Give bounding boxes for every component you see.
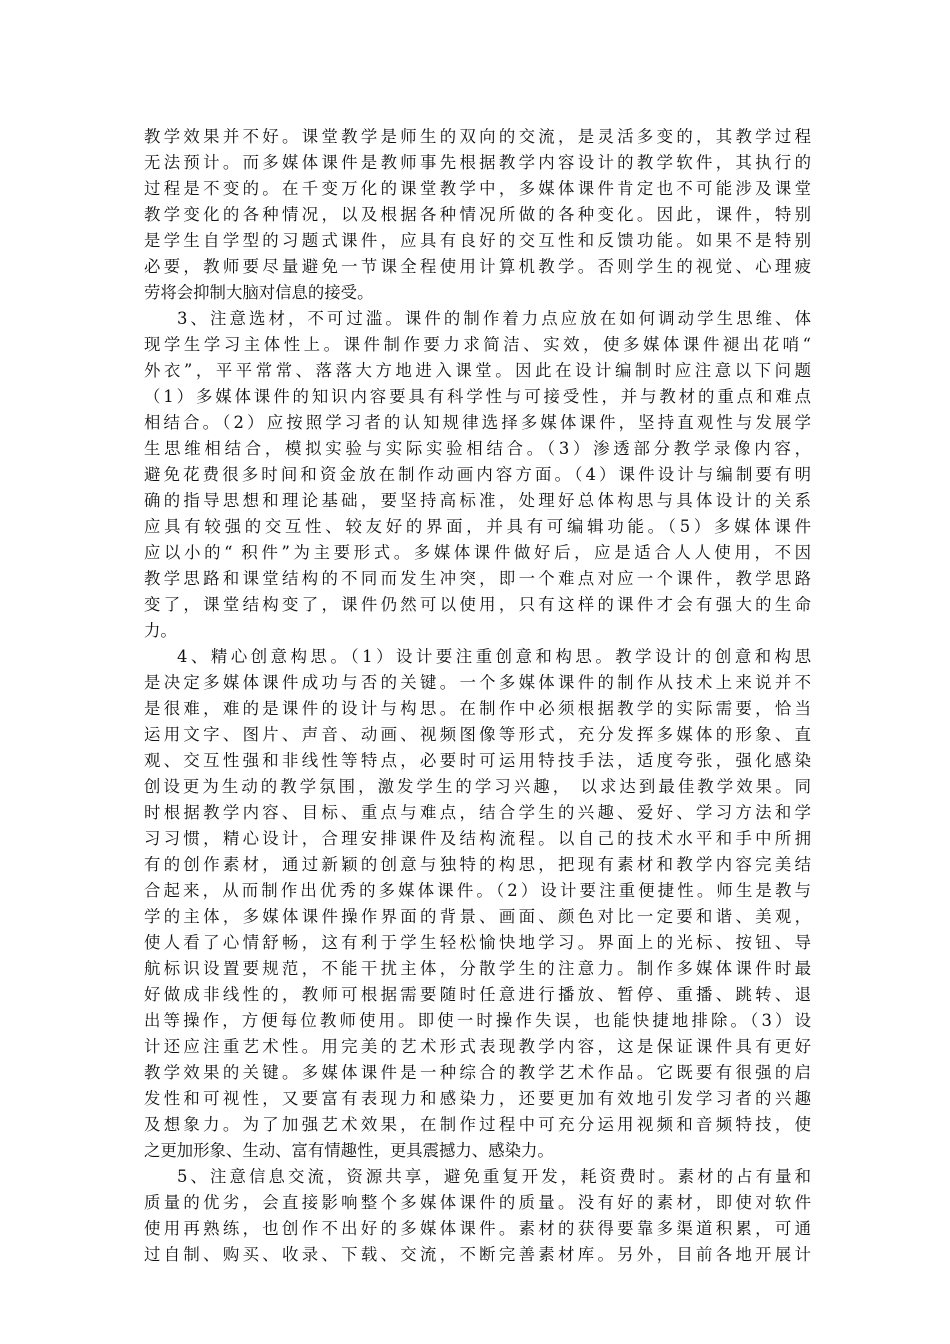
text-line: 劳将会抑制大脑对信息的接受。	[144, 283, 374, 302]
text-line: 教学思路和课堂结构的不同而发生冲突，即一个难点对应一个课件，教学思路	[144, 569, 811, 588]
text-line: 时根据教学内容、目标、重点与难点，结合学生的兴趣、爱好、学习方法和学	[144, 803, 811, 822]
text-line: 教学变化的各种情况，以及根据各种情况所做的各种变化。因此，课件，特别	[144, 205, 811, 224]
text-line: 出等操作，方便每位教师使用。即使一时操作失误，也能快捷地排除。（3）设	[144, 1011, 811, 1030]
text-line: 及想象力。为了加强艺术效果，在制作过程中可充分运用视频和音频特技，使	[144, 1115, 811, 1134]
text-line: （1）多媒体课件的知识内容要具有科学性与可接受性，并与教材的重点和难点	[144, 387, 811, 406]
text-line: 好做成非线性的，教师可根据需要随时任意进行播放、暂停、重播、跳转、退	[144, 985, 811, 1004]
text-line: 确的指导思想和理论基础，要坚持高标准，处理好总体构思与具体设计的关系	[144, 491, 811, 510]
text-line: 应具有较强的交互性、较友好的界面，并具有可编辑功能。（5）多媒体课件	[144, 517, 811, 536]
text-line: 创设更为生动的教学氛围，激发学生的学习兴趣， 以求达到最佳教学效果。同	[144, 777, 811, 796]
body-text	[144, 124, 811, 1268]
text-line: 5、注意信息交流，资源共享，避免重复开发，耗资费时。素材的占有量和	[177, 1167, 811, 1186]
text-line: 教学效果的关键。多媒体课件是一种综合的教学艺术作品。它既要有很强的启	[144, 1063, 811, 1082]
text-line: 是决定多媒体课件成功与否的关键。一个多媒体课件的制作从技术上来说并不	[144, 673, 811, 692]
text-line: 生思维相结合，模拟实验与实际实验相结合。（3）渗透部分教学录像内容，	[144, 439, 811, 458]
text-line: 有的创作素材，通过新颖的创意与独特的构思，把现有素材和教学内容完美结	[144, 855, 811, 874]
text-line: 外衣”，平平常常、落落大方地进入课堂。因此在设计编制时应注意以下问题	[144, 361, 811, 380]
text-line: 发性和可视性，又要富有表现力和感染力，还要更加有效地引发学习者的兴趣	[144, 1089, 811, 1108]
text-line: 4、精心创意构思。（1）设计要注重创意和构思。教学设计的创意和构思	[177, 647, 811, 666]
text-line: 合起来，从而制作出优秀的多媒体课件。（2）设计要注重便捷性。师生是教与	[144, 881, 811, 900]
text-line: 运用文字、图片、声音、动画、视频图像等形式，充分发挥多媒体的形象、直	[144, 725, 811, 744]
text-line: 教学效果并不好。课堂教学是师生的双向的交流，是灵活多变的，其教学过程	[144, 127, 811, 146]
text-line: 必要，教师要尽量避免一节课全程使用计算机教学。否则学生的视觉、心理疲	[144, 257, 811, 276]
text-line: 是学生自学型的习题式课件，应具有良好的交互性和反馈功能。如果不是特别	[144, 231, 811, 250]
text-line: 相结合。（2）应按照学习者的认知规律选择多媒体课件，坚持直观性与发展学	[144, 413, 811, 432]
text-line: 应以小的“ 积件”为主要形式。多媒体课件做好后，应是适合人人使用，不因	[144, 543, 811, 562]
text-line: 现学生学习主体性上。课件制作要力求简洁、实效，使多媒体课件褪出花哨“	[144, 335, 811, 354]
text-line: 力。	[144, 621, 177, 640]
text-line: 计还应注重艺术性。用完美的艺术形式表现教学内容，这是保证课件具有更好	[144, 1037, 811, 1056]
text-line: 3、注意选材，不可过滥。课件的制作着力点应放在如何调动学生思维、体	[177, 309, 811, 328]
text-line: 变了，课堂结构变了，课件仍然可以使用，只有这样的课件才会有强大的生命	[144, 595, 811, 614]
text-line: 习习惯，精心设计，合理安排课件及结构流程。以自己的技术水平和手中所拥	[144, 829, 811, 848]
text-line: 过自制、购买、收录、下载、交流，不断完善素材库。另外，目前各地开展计	[144, 1245, 811, 1264]
text-line: 使人看了心情舒畅，这有利于学生轻松愉快地学习。界面上的光标、按钮、导	[144, 933, 811, 952]
text-line: 无法预计。而多媒体课件是教师事先根据教学内容设计的教学软件，其执行的	[144, 153, 811, 172]
text-line: 是很难，难的是课件的设计与构思。在制作中必须根据教学的实际需要，恰当	[144, 699, 811, 718]
text-line: 使用再熟练，也创作不出好的多媒体课件。素材的获得要靠多渠道积累，可通	[144, 1219, 811, 1238]
text-line: 过程是不变的。在千变万化的课堂教学中，多媒体课件肯定也不可能涉及课堂	[144, 179, 811, 198]
text-line: 之更加形象、生动、富有情趣性，更具震撼力、感染力。	[144, 1141, 554, 1160]
text-line: 避免花费很多时间和资金放在制作动画内容方面。（4）课件设计与编制要有明	[144, 465, 811, 484]
text-line: 学的主体，多媒体课件操作界面的背景、画面、颜色对比一定要和谐、美观，	[144, 907, 811, 926]
text-line: 观、交互性强和非线性等特点，必要时可运用特技手法，适度夸张，强化感染	[144, 751, 811, 770]
text-line: 航标识设置要规范，不能干扰主体，分散学生的注意力。制作多媒体课件时最	[144, 959, 811, 978]
text-line: 质量的优劣，会直接影响整个多媒体课件的质量。没有好的素材，即使对软件	[144, 1193, 811, 1212]
